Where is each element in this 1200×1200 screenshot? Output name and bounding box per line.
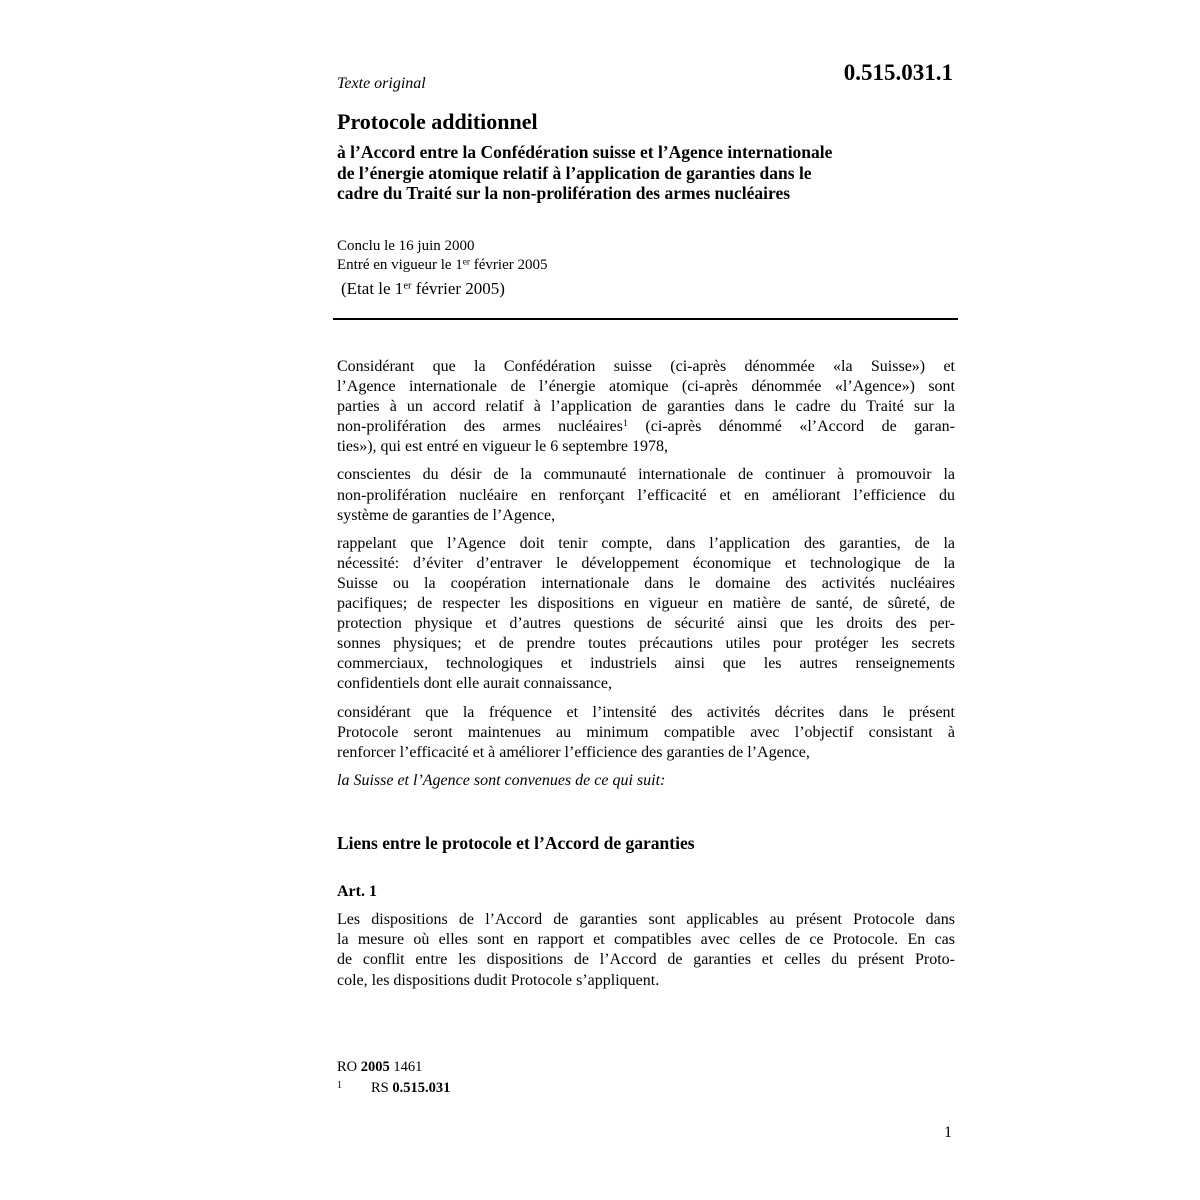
text-line: Considérant que la Confédération suisse (ci-après dénommée «la Suisse») et (337, 358, 955, 375)
closing-formula: la Suisse et l’Agence sont convenues de ce qui suit: (337, 771, 666, 789)
preamble-paragraph (337, 534, 955, 695)
text-line: rappelant que l’Agence doit tenir compte, dans l’application des garanties, de la (337, 534, 955, 552)
text-line: Suisse ou la coopération internationale dans le domaine des activités nucléaires (337, 574, 955, 592)
text-segment: (ci-après dénommé «l’Accord de garan- (627, 418, 956, 436)
text-line: protection physique et d’autres questions de sécurité ainsi que les droits des per- (337, 615, 955, 633)
ro-year: 2005 (360, 1059, 390, 1075)
preamble-paragraph (337, 465, 955, 525)
preamble-paragraph (337, 357, 955, 457)
article-heading: Art. 1 (337, 883, 377, 900)
preamble-paragraph (337, 703, 955, 763)
subtitle-line: de l’énergie atomique relatif à l’application de garanties dans le (337, 162, 812, 183)
text-line: conscientes du désir de la communauté internationale de continuer à promouvoir la (337, 466, 955, 484)
subtitle-line: cadre du Traité sur la non-prolifération des armes nucléaires (337, 183, 791, 203)
text-line (337, 417, 955, 437)
text-line: cole, les dispositions dudit Protocole s’appliquent. (337, 971, 660, 989)
article-paragraph (337, 910, 955, 991)
official-compilation-reference (337, 1058, 422, 1076)
footnote-prefix: RS (371, 1080, 389, 1096)
text-line: considérant que la fréquence et l’intensité des activités décrites dans le présent (337, 703, 955, 721)
text-line: de conflit entre les dispositions de l’Accord de garanties et celles du présent Proto- (337, 951, 955, 969)
date-state-text: (Etat le 1 (341, 279, 404, 298)
text-line: pacifiques; de respecter les dispositions en vigueur en matière de santé, de sûreté, de (337, 595, 955, 613)
date-concluded: Conclu le 16 juin 2000 (337, 237, 475, 254)
text-segment: non-prolifération des armes nucléaires (337, 418, 623, 436)
text-line: renforcer l’efficacité et à améliorer l’efficience des garanties de l’Agence, (337, 743, 810, 761)
text-line: l’Agence internationale de l’énergie atomique (ci-après dénommée «l’Agence») sont (337, 378, 955, 396)
text-line: sonnes physiques; et de prendre toutes précautions utiles pour protéger les secrets (337, 635, 955, 653)
page-title: Protocole additionnel (337, 109, 538, 134)
page-number: 1 (944, 1124, 952, 1141)
footnote-reference: 0.515.031 (392, 1080, 451, 1096)
text-line: Les dispositions de l’Accord de garanties sont applicables au présent Protocole dans (337, 911, 955, 928)
text-line: ties»), qui est entré en vigueur le 6 septembre 1978, (337, 438, 669, 456)
ordinal-suffix: er (403, 280, 412, 292)
status-label: Texte original (337, 75, 426, 92)
horizontal-rule (333, 318, 958, 320)
text-line: non-prolifération nucléaire en renforçant l’efficacité et en améliorant l’efficience du (337, 486, 955, 504)
preamble (337, 357, 955, 791)
text-line: la mesure où elles sont en rapport et compatibles avec celles de ce Protocole. En cas (337, 931, 955, 949)
date-state (341, 278, 505, 300)
date-in-force-text: Entré en vigueur le 1 (337, 256, 463, 273)
text-line: commerciaux, technologiques et industriels ainsi que les autres renseignements (337, 655, 955, 673)
date-in-force (337, 256, 548, 275)
text-line: système de garanties de l’Agence, (337, 506, 556, 524)
text-line: Protocole seront maintenues au minimum compatible avec l’objectif consistant à (337, 723, 955, 741)
footnote-ref: 1 (623, 418, 628, 430)
ro-page: 1461 (393, 1059, 423, 1075)
subtitle (337, 142, 832, 204)
text-line: parties à un accord relatif à l’application de garanties dans le cadre du Traité sur la (337, 398, 955, 416)
section-heading: Liens entre le protocole et l’Accord de garanties (337, 833, 695, 853)
ro-prefix: RO (337, 1059, 358, 1075)
text-line: nécessité: d’éviter d’entraver le développement économique et technologique de la (337, 554, 955, 572)
text-line: confidentiels dont elle aurait connaissance, (337, 675, 613, 693)
dates-block (337, 237, 548, 275)
footnote: 1 RS 0.515.031 (337, 1080, 451, 1096)
subtitle-line: à l’Accord entre la Confédération suisse et l’Agence internationale (337, 142, 833, 162)
sr-number: 0.515.031.1 (843, 60, 953, 85)
date-in-force-text: février 2005 (470, 256, 548, 273)
date-state-text: février 2005) (411, 279, 505, 298)
ordinal-suffix: er (462, 256, 471, 267)
